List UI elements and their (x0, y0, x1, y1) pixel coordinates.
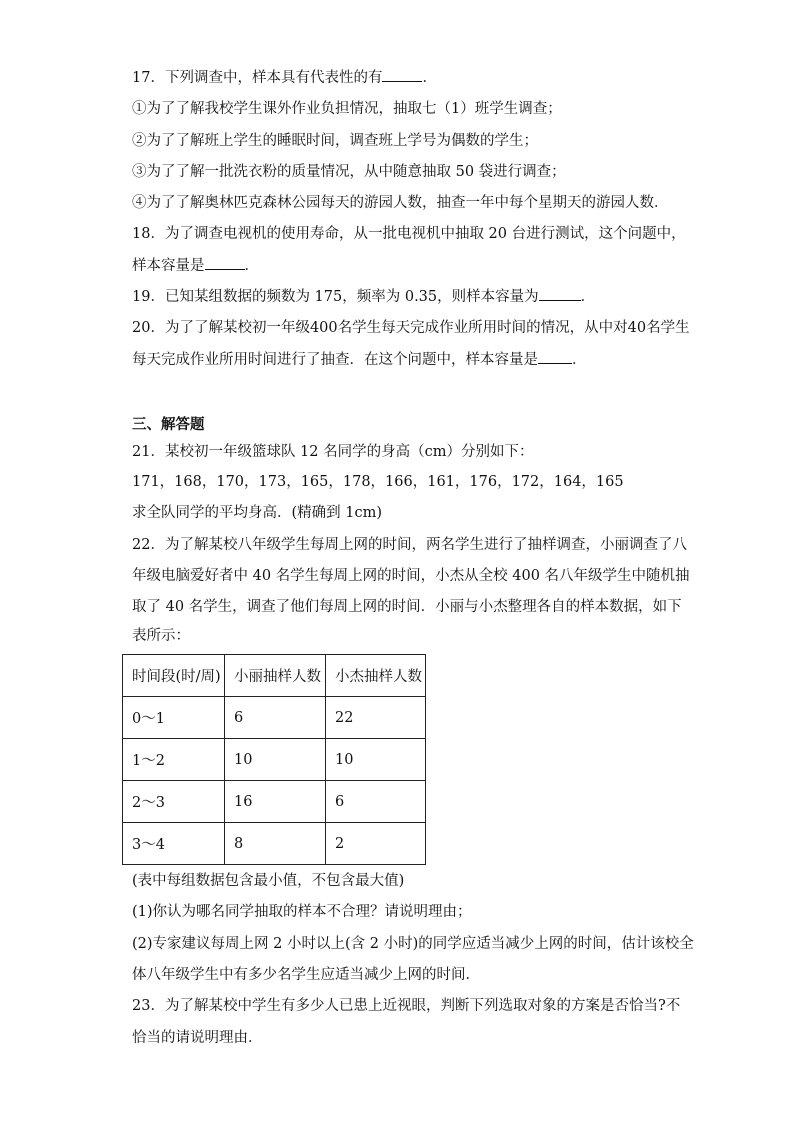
q18-line-2-text: 样本容量是 (132, 258, 205, 274)
q22-line-4: 表所示： (132, 628, 190, 644)
table-cell: 8 (225, 823, 326, 865)
table-header-cell: 时间段(时/周) (123, 655, 225, 697)
q22-line-3: 取了 40 名学生，调查了他们每周上网的时间．小丽与小杰整理各自的样本数据，如下 (132, 599, 682, 615)
q20-line-2 (132, 349, 587, 370)
table-cell: 16 (225, 781, 326, 823)
section-3-title: 三、解答题 (132, 416, 205, 433)
q20-line-1: 20．为了了解某校初一年级400名学生每天完成作业所用时间的情况，从中对40名学生 (132, 320, 690, 336)
q17-stem-text: 17．下列调查中，样本具有代表性的有 (132, 70, 383, 86)
q22-line-1: 22．为了解某校八年级学生每周上网的时间，两名学生进行了抽样调查，小丽调查了八 (132, 537, 687, 553)
table-cell: 2 (326, 823, 426, 865)
q17-option-4: ④为了了解奥林匹克森林公园每天的游园人数，抽查一年中每个星期天的游园人数． (132, 195, 669, 211)
table-row (123, 739, 426, 781)
table-row (123, 781, 426, 823)
table-cell: 22 (326, 697, 426, 739)
q21-line-3: 求全队同学的平均身高．(精确到 1cm) (132, 505, 383, 521)
q18-end: ． (244, 258, 259, 274)
q17-stem-end: ． (422, 70, 437, 86)
q17-option-2: ②为了了解班上学生的睡眠时间，调查班上学号为偶数的学生； (132, 133, 538, 149)
table-cell: 1～2 (123, 739, 225, 781)
q23-line-2: 恰当的请说明理由． (132, 1030, 263, 1046)
q22-sub-question-2-line-2: 体八年级学生中有多少名学生应适当减少上网的时间． (132, 967, 480, 983)
q18-answer-blank[interactable] (205, 255, 245, 270)
q22-sub-question-1: (1)你认为哪名同学抽取的样本不合理？请说明理由； (132, 904, 472, 920)
table-cell: 3～4 (123, 823, 225, 865)
q19-answer-blank[interactable] (539, 286, 581, 301)
q17-option-3: ③为了了解一批洗衣粉的质量情况，从中随意抽取 50 袋进行调查； (132, 164, 566, 180)
q20-answer-blank[interactable] (538, 349, 572, 364)
table-cell: 6 (225, 697, 326, 739)
q17-stem (132, 67, 437, 88)
q18-line-1: 18．为了调查电视机的使用寿命，从一批电视机中抽取 20 台进行测试，这个问题中， (132, 226, 686, 242)
table-cell: 10 (225, 739, 326, 781)
table-header-row (123, 655, 426, 697)
q22-line-2: 年级电脑爱好者中 40 名学生每周上网的时间，小杰从全校 400 名八年级学生中随机抽 (132, 568, 690, 584)
q17-answer-blank[interactable] (382, 67, 422, 82)
table-cell: 6 (326, 781, 426, 823)
q23-line-1: 23．为了解某校中学生有多少人已患上近视眼，判断下列选取对象的方案是否恰当?不 (132, 998, 681, 1014)
q19-text: 19．已知某组数据的频数为 175，频率为 0.35，则样本容量为 (132, 289, 539, 305)
q20-line-2-text: 每天完成作业所用时间进行了抽查．在这个问题中，样本容量是 (132, 352, 538, 368)
table-header-cell: 小杰抽样人数 (326, 655, 426, 697)
table-header-cell: 小丽抽样人数 (225, 655, 326, 697)
q19-end: ． (580, 289, 596, 305)
table-row (123, 823, 426, 865)
q17-option-1: ①为了了解我校学生课外作业负担情况，抽取七（1）班学生调查； (132, 101, 562, 117)
table-cell: 2～3 (123, 781, 225, 823)
q20-end: ． (572, 352, 587, 368)
q19-line-1 (132, 286, 595, 307)
q18-line-2 (132, 255, 259, 276)
q22-sub-question-2-line-1: (2)专家建议每周上网 2 小时以上(含 2 小时)的同学应适当减少上网的时间，估计该校全 (132, 936, 694, 952)
q21-heights: 171，168，170，173，165，178，166，161，176，172，164，165 (132, 474, 624, 490)
table-row (123, 697, 426, 739)
q22-table-note: (表中每组数据包含最小值，不包含最大值) (132, 873, 405, 889)
table-cell: 0～1 (123, 697, 225, 739)
table-cell: 10 (326, 739, 426, 781)
q22-sample-table (122, 654, 426, 865)
q21-line-1: 21．某校初一年级篮球队 12 名同学的身高（cm）分别如下： (132, 444, 534, 460)
